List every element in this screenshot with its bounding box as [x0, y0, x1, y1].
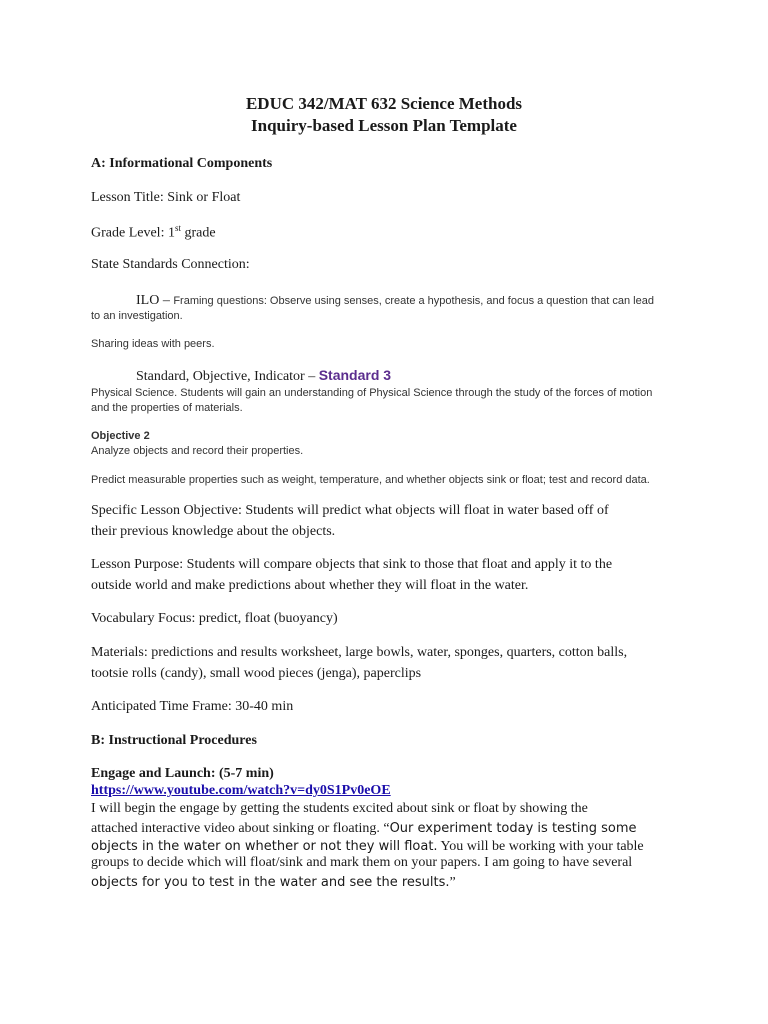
ilo-label: ILO – — [136, 293, 174, 308]
engage-heading: Engage and Launch: (5-7 min) — [91, 766, 274, 781]
physical-science-2: and the properties of materials. — [91, 402, 243, 414]
soi-label: Standard, Objective, Indicator – — [136, 369, 319, 384]
standards-connection: State Standards Connection: — [91, 257, 250, 272]
objective-text: Analyze objects and record their properties. — [91, 445, 304, 457]
physical-science-1: Physical Science. Students will gain an understanding of Physical Science through the study of the forces of motion — [91, 387, 653, 399]
engage-line-3a: objects in the water on whether or not they will float. — [91, 839, 438, 854]
grade-sup: st — [174, 223, 181, 233]
soi-line — [136, 367, 391, 385]
predict-text: Predict measurable properties such as weight, temperature, and whether objects sink or float; test and record data. — [91, 474, 650, 486]
engage-line-3b: You will be working with your table — [437, 839, 644, 854]
engage-line-5 — [91, 873, 456, 891]
engage-line-5a: objects for you to test in the water and see the results. — [91, 875, 450, 890]
engage-line-5b: ” — [449, 875, 456, 890]
engage-line-2b: Our experiment today is testing some — [389, 821, 637, 836]
ilo-text-2: to an investigation. — [91, 310, 183, 322]
engage-line-3 — [91, 837, 644, 855]
lesson-purpose-1: Lesson Purpose: Students will compare objects that sink to those that float and apply it to the — [91, 557, 613, 572]
vocabulary-focus: Vocabulary Focus: predict, float (buoyancy) — [91, 611, 338, 626]
ilo-text-1: Framing questions: Observe using senses, create a hypothesis, and focus a question that can lead — [173, 295, 654, 307]
section-b-heading: B: Instructional Procedures — [91, 733, 257, 748]
ilo-line — [136, 291, 654, 309]
engage-line-4: groups to decide which will float/sink and mark them on your papers. I am going to have several — [91, 855, 633, 870]
materials-2: tootsie rolls (candy), small wood pieces (jenga), paperclips — [91, 666, 422, 681]
materials-1: Materials: predictions and results worksheet, large bowls, water, sponges, quarters, cotton balls, — [91, 645, 628, 660]
engage-line-2a: attached interactive video about sinking or floating. “ — [91, 821, 390, 836]
grade-suffix: grade — [180, 225, 216, 241]
grade-level — [91, 223, 216, 242]
video-link[interactable]: https://www.youtube.com/watch?v=dy0S1Pv0eOE — [91, 783, 391, 798]
doc-title-line1: EDUC 342/MAT 632 Science Methods — [245, 94, 523, 113]
grade-prefix: Grade Level: 1 — [91, 225, 175, 241]
lesson-title: Lesson Title: Sink or Float — [91, 190, 241, 205]
section-a-heading: A: Informational Components — [91, 156, 273, 171]
objective-label: Objective 2 — [91, 430, 150, 442]
time-frame: Anticipated Time Frame: 30-40 min — [91, 699, 294, 714]
lesson-purpose-2: outside world and make predictions about whether they will float in the water. — [91, 578, 529, 593]
engage-line-2 — [91, 819, 637, 837]
doc-title-line2: Inquiry-based Lesson Plan Template — [251, 116, 517, 135]
standard-3-label: Standard 3 — [318, 367, 392, 383]
specific-objective-1: Specific Lesson Objective: Students will predict what objects will float in water based off of — [91, 503, 609, 518]
engage-line-1: I will begin the engage by getting the students excited about sink or float by showing the — [91, 801, 588, 816]
ilo-text-3: Sharing ideas with peers. — [91, 338, 215, 350]
specific-objective-2: their previous knowledge about the objects. — [91, 524, 336, 539]
